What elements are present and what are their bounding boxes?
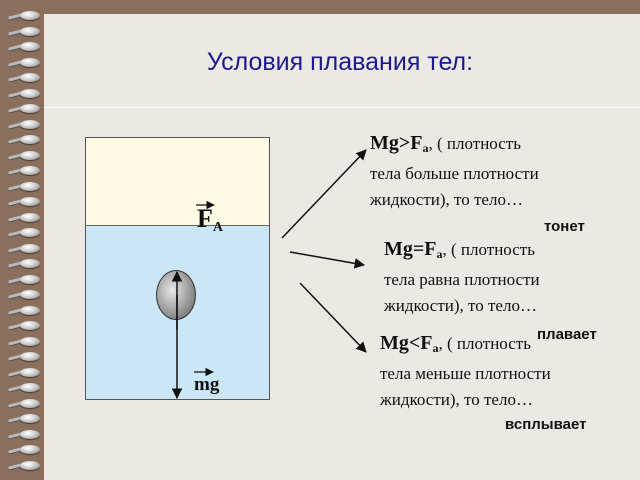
condition-sinks: $Mg>F_a$, ( плотность тела больше плотности жидкости), то тело… — [370, 130, 539, 213]
result-rises: всплывает — [505, 416, 587, 433]
condition-text-line: тела меньше плотности — [380, 364, 551, 383]
condition-text-line: жидкости), то тело… — [370, 190, 523, 209]
condition-text-line: тела больше плотности — [370, 164, 539, 183]
slide-title: Условия плавания тел: — [206, 48, 474, 76]
condition-formula: $Mg>F_a$ — [370, 132, 429, 155]
arrow-to-rises — [300, 283, 366, 352]
condition-floats: $Mg=F_a$, ( плотность тела равна плотности жидкости), то тело… — [384, 236, 540, 319]
condition-formula: $Mg<F_a$ — [380, 332, 439, 355]
buoyant-force-label: $F_A$ — [197, 204, 224, 235]
arrow-to-sinks — [282, 150, 366, 238]
condition-text-line: жидкости), то тело… — [380, 390, 533, 409]
result-floats: плавает — [537, 326, 597, 343]
result-sinks: тонет — [544, 218, 585, 235]
condition-formula: $Mg=F_a$ — [384, 238, 443, 261]
gravity-force-label: mg — [194, 374, 220, 395]
condition-rises: $Mg<F_a$, ( плотность тела меньше плотности жидкости), то тело… — [380, 330, 551, 413]
condition-text-line: тела равна плотности — [384, 270, 540, 289]
condition-text-line: жидкости), то тело… — [384, 296, 537, 315]
arrow-to-floats — [290, 252, 364, 265]
